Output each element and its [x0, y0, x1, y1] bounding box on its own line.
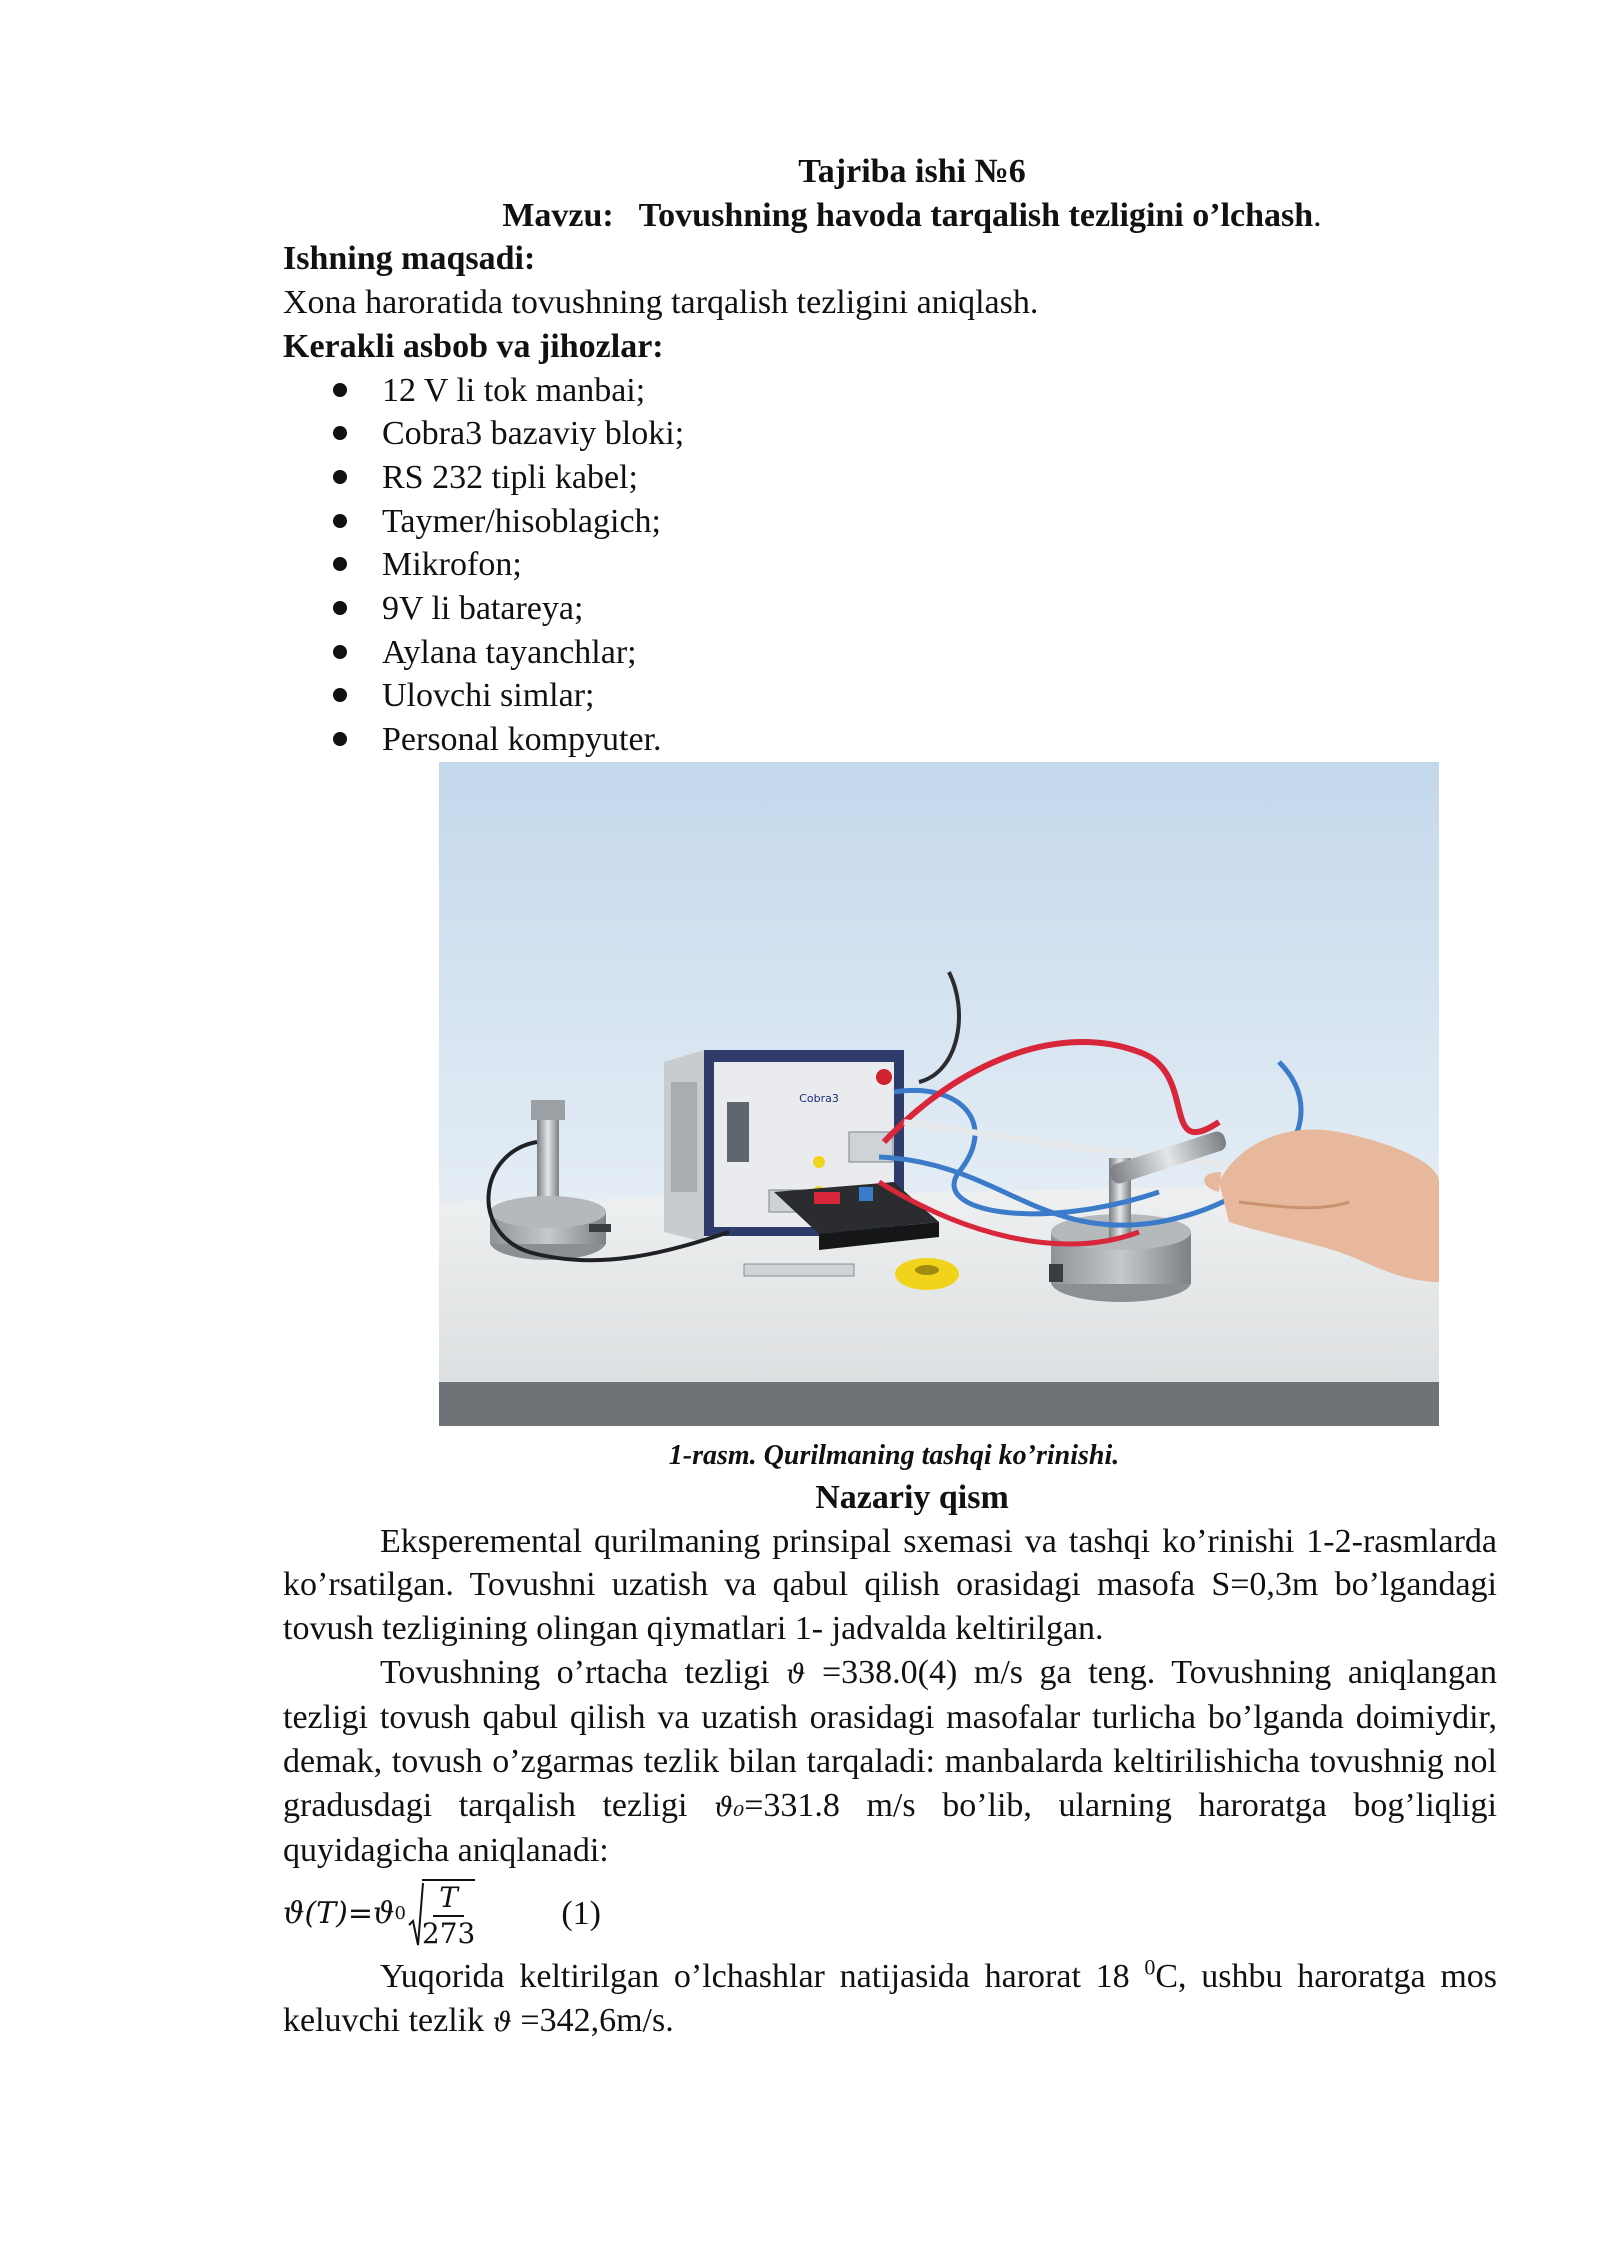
list-item-text: RS 232 tipli kabel; — [382, 458, 638, 496]
equipment-heading: Kerakli asbob va jihozlar: — [283, 327, 664, 365]
sqrt-sign — [408, 1877, 475, 1951]
formula — [283, 1877, 475, 1951]
theory-paragraph-1: Eksperemental qurilmaning prinsipal sxemasi va tashqi ko’rinishi 1-2-rasmlarda ko’rsatilgan. Tovushni uzatish va qabul qilish orasidagi masofa S=0,3m bo’lgandagi tovush tezligining olingan qiymatlari 1- jadvalda keltirilgan. — [283, 1522, 1497, 1647]
list-item-text: Mikrofon; — [382, 546, 522, 584]
formula-lhs-subscript: 0 — [394, 1903, 406, 1925]
bullet-icon — [333, 645, 347, 659]
list-item-text: Taymer/hisoblagich; — [382, 502, 661, 540]
theory-paragraph-3 — [283, 1955, 1497, 2044]
setup-photo — [439, 762, 1439, 1426]
document-page — [283, 150, 1497, 2045]
list-item — [283, 543, 1497, 587]
bullet-icon — [333, 601, 347, 615]
list-item — [283, 587, 1497, 631]
table-edge — [439, 1382, 1439, 1426]
list-item — [283, 369, 1497, 413]
p3-text-b: C, ushbu haroratga mos keluvchi tezlik — [283, 1958, 1497, 2039]
equation-number: (1) — [561, 1895, 602, 1933]
velocity-symbol: ϑ — [492, 2006, 512, 2038]
bullet-icon — [333, 426, 347, 440]
list-item — [283, 631, 1497, 675]
document-subject — [327, 194, 1497, 238]
bullet-icon — [333, 688, 347, 702]
list-item-text: Personal kompyuter. — [382, 721, 662, 759]
device-label: Cobra3 — [799, 1091, 839, 1105]
list-item-text: 12 V li tok manbai; — [382, 371, 646, 409]
list-item — [283, 500, 1497, 544]
p2-text-b: =338.0(4) m/s ga teng. Tovushning aniqlangan tezligi tovush qabul qilish va uzatish orasidagi masofalar turlicha bo’lganda doimiydir, demak, tovush o’zgarmas tezlik bilan tarqaladi: manbalarda keltirilishicha tovushnig nol gradusdagi tarqalish tezligi — [283, 1653, 1498, 1824]
velocity-symbol: ϑ — [786, 1658, 806, 1690]
subject-label: Mavzu: — [502, 196, 614, 234]
list-item — [283, 674, 1497, 718]
list-item-text: Aylana tayanchlar; — [382, 633, 637, 671]
p2-text-a: Tovushning o’rtacha tezligi — [380, 1653, 787, 1691]
goal-text: Xona haroratida tovushning tarqalish tezligini aniqlash. — [283, 284, 1039, 322]
list-item-text: Ulovchi simlar; — [382, 677, 595, 715]
formula-lhs: ϑ(T)=ϑ — [283, 1896, 395, 1932]
figure-caption: 1-rasm. Qurilmaning tashqi ko’rinishi. — [668, 1439, 1120, 1471]
bullet-icon — [333, 383, 347, 397]
formula-line — [283, 1873, 1497, 1955]
setup-illustration — [439, 762, 1439, 1426]
list-item — [283, 456, 1497, 500]
list-item-text: Cobra3 bazaviy bloki; — [382, 415, 685, 453]
list-item-text: 9V li batareya; — [382, 590, 584, 628]
bullet-icon — [333, 514, 347, 528]
bullet-icon — [333, 732, 347, 746]
fraction-numerator: T — [433, 1881, 464, 1917]
equipment-list — [283, 369, 1497, 762]
list-item — [283, 412, 1497, 456]
fraction-denominator: 273 — [421, 1917, 476, 1951]
goal-heading: Ishning maqsadi: — [283, 240, 536, 278]
subject-text: Tovushning havoda tarqalish tezligini o’lchash — [638, 196, 1314, 234]
degree-superscript: 0 — [1144, 1954, 1156, 1980]
theory-paragraph-2 — [283, 1651, 1497, 1874]
p2-text-c: =331.8 m/s bo’lib, ularning haroratga bog’liqligi quyidagicha aniqlanadi: — [283, 1786, 1497, 1870]
subject-end: . — [1313, 196, 1322, 234]
bullet-icon — [333, 557, 347, 571]
theory-heading: Nazariy qism — [815, 1478, 1009, 1516]
p3-text-c: =342,6m/s. — [511, 2001, 674, 2039]
bullet-icon — [333, 470, 347, 484]
list-item — [283, 718, 1497, 762]
velocity-zero-symbol: ϑ₀ — [714, 1791, 745, 1823]
yellow-tape-hole — [915, 1265, 939, 1275]
p3-text-a: Yuqorida keltirilgan o’lchashlar natijasida harorat 18 — [380, 1958, 1145, 1996]
ruler — [744, 1264, 854, 1276]
document-title: Tajriba ishi №6 — [798, 153, 1026, 190]
fraction — [422, 1879, 475, 1951]
